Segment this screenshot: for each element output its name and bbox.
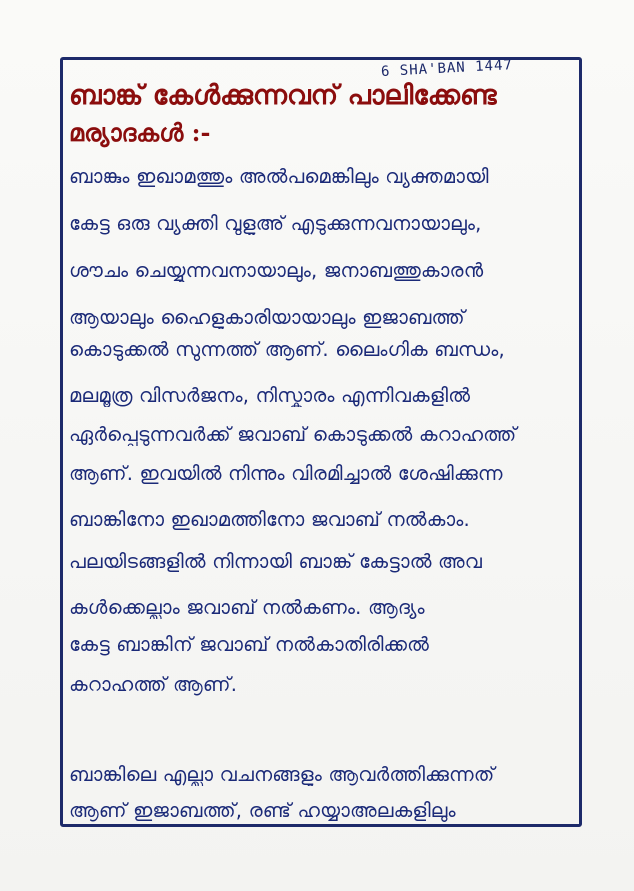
body-line-7: ഏർപ്പെടുന്നവർക്ക് ജവാബ് കൊടുക്കൽ കറാഹത്ത്: [69, 423, 517, 446]
heading-line-1: ബാങ്ക് കേൾക്കുന്നവന് പാലിക്കേണ്ട: [69, 80, 497, 111]
body-line-14: ബാങ്കിലെ എല്ലാ വചനങ്ങളും ആവർത്തിക്കുന്നത്: [69, 763, 495, 786]
heading-line-2: മര്യാദകൾ :-: [69, 118, 211, 147]
body-line-6: മലമൂത്ര വിസർജനം, നിസ്കാരം എന്നിവകളിൽ: [69, 384, 471, 407]
body-line-3: ശൗചം ചെയ്യുന്നവനായാലും, ജനാബത്തുകാരൻ: [69, 259, 484, 282]
body-line-2: കേട്ട ഒരു വ്യക്തി വുളൂഅ് എടുക്കുന്നവനായാലും,: [69, 212, 482, 235]
body-line-1: ബാങ്കും ഇഖാമത്തും അൽപമെങ്കിലും വ്യക്തമായി: [69, 165, 489, 188]
body-line-8: ആണ്. ഇവയിൽ നിന്നും വിരമിച്ചാൽ ശേഷിക്കുന്ന: [69, 462, 503, 485]
body-line-10: പലയിടങ്ങളിൽ നിന്നായി ബാങ്ക് കേട്ടാൽ അവ: [69, 550, 483, 573]
body-line-9: ബാങ്കിനോ ഇഖാമത്തിനോ ജവാബ് നൽകാം.: [69, 508, 470, 531]
body-line-11: കൾക്കെല്ലാം ജവാബ് നൽകണം. ആദ്യം: [69, 596, 425, 619]
body-line-4: ആയാലും ഹൈളുകാരിയായാലും ഇജാബത്ത്: [69, 306, 465, 329]
body-line-5: കൊടുക്കൽ സുന്നത്ത് ആണ്. ലൈംഗിക ബന്ധം,: [69, 338, 505, 361]
date-stamp: 6 SHA'BAN 1447: [380, 57, 514, 80]
body-line-15: ആണ് ഇജാബത്ത്, രണ്ട് ഹയ്യാഅലകളിലും: [69, 799, 456, 822]
body-line-13: കറാഹത്ത് ആണ്.: [69, 673, 238, 696]
body-line-12: കേട്ട ബാങ്കിന് ജവാബ് നൽകാതിരിക്കൽ: [69, 633, 430, 656]
